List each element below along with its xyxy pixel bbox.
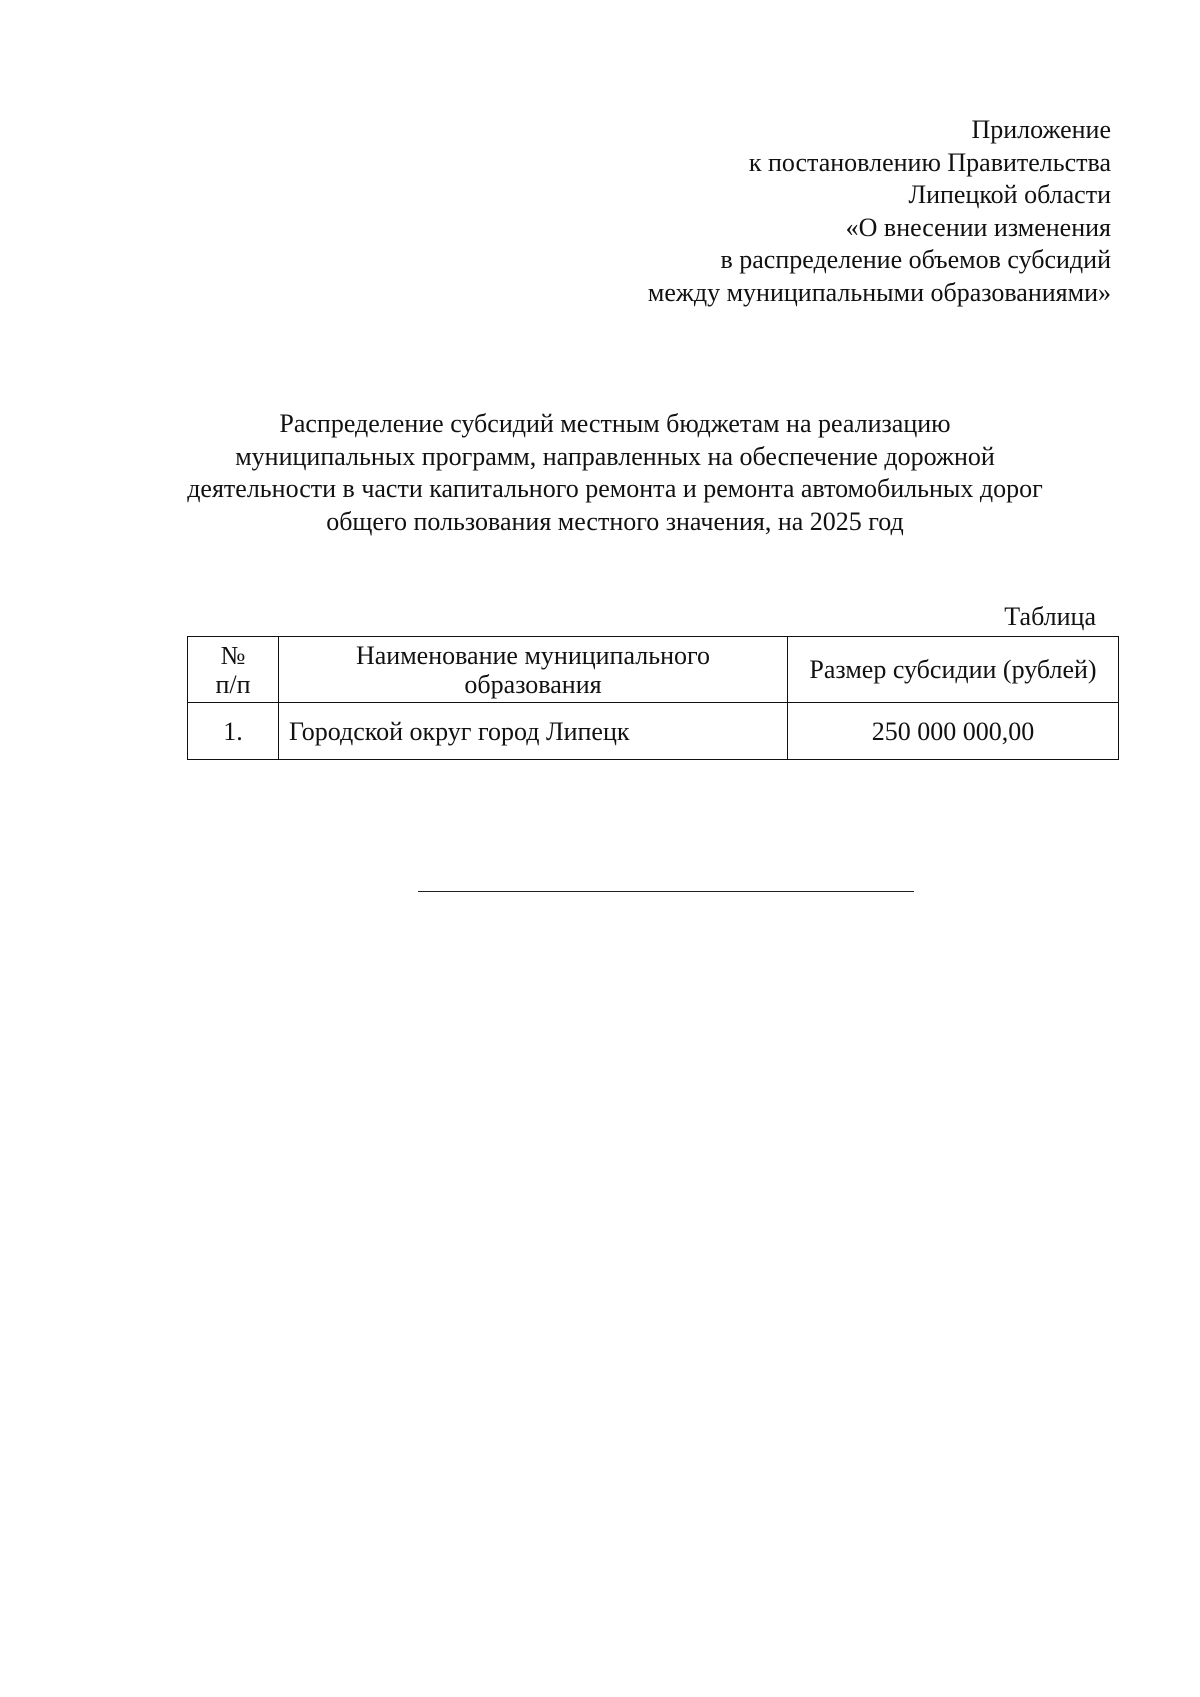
appendix-line: между муниципальными образованиями» [647, 277, 1111, 307]
row-number: 1. [188, 703, 279, 760]
subsidies-table [187, 636, 1119, 760]
header-municipality [279, 637, 788, 703]
appendix-line: к постановлению Правительства [748, 147, 1111, 177]
header-number-line1: № [220, 640, 246, 670]
appendix-line: в распределение объемов субсидий [720, 245, 1111, 274]
appendix-header [491, 114, 1111, 309]
table-row [188, 703, 1119, 760]
header-amount: Размер субсидии (рублей) [788, 637, 1119, 703]
title-line: деятельности в части капитального ремонта и ремонта автомобильных дорог [187, 474, 1043, 503]
header-number-line2: п/п [215, 669, 251, 699]
appendix-line: «О внесении изменения [845, 212, 1111, 242]
table-header [188, 637, 1119, 703]
closing-divider [418, 891, 914, 892]
table-body [188, 703, 1119, 760]
title-line: общего пользования местного значения, на 2025 год [326, 506, 904, 536]
row-amount: 250 000 000,00 [788, 703, 1119, 760]
appendix-line: Приложение [971, 115, 1111, 144]
table-header-row [188, 637, 1119, 703]
header-municipality-line1: Наименование муниципального [355, 640, 711, 670]
title-line: муниципальных программ, направленных на обеспечение дорожной [235, 441, 995, 471]
header-number [188, 637, 279, 703]
row-municipality: Городской округ город Липецк [279, 703, 788, 760]
document-title [150, 408, 1080, 538]
header-municipality-line2: образования [464, 669, 602, 699]
appendix-line: Липецкой области [908, 180, 1111, 209]
table-label: Таблица [1004, 602, 1096, 631]
title-line: Распределение субсидий местным бюджетам на реализацию [279, 409, 951, 438]
